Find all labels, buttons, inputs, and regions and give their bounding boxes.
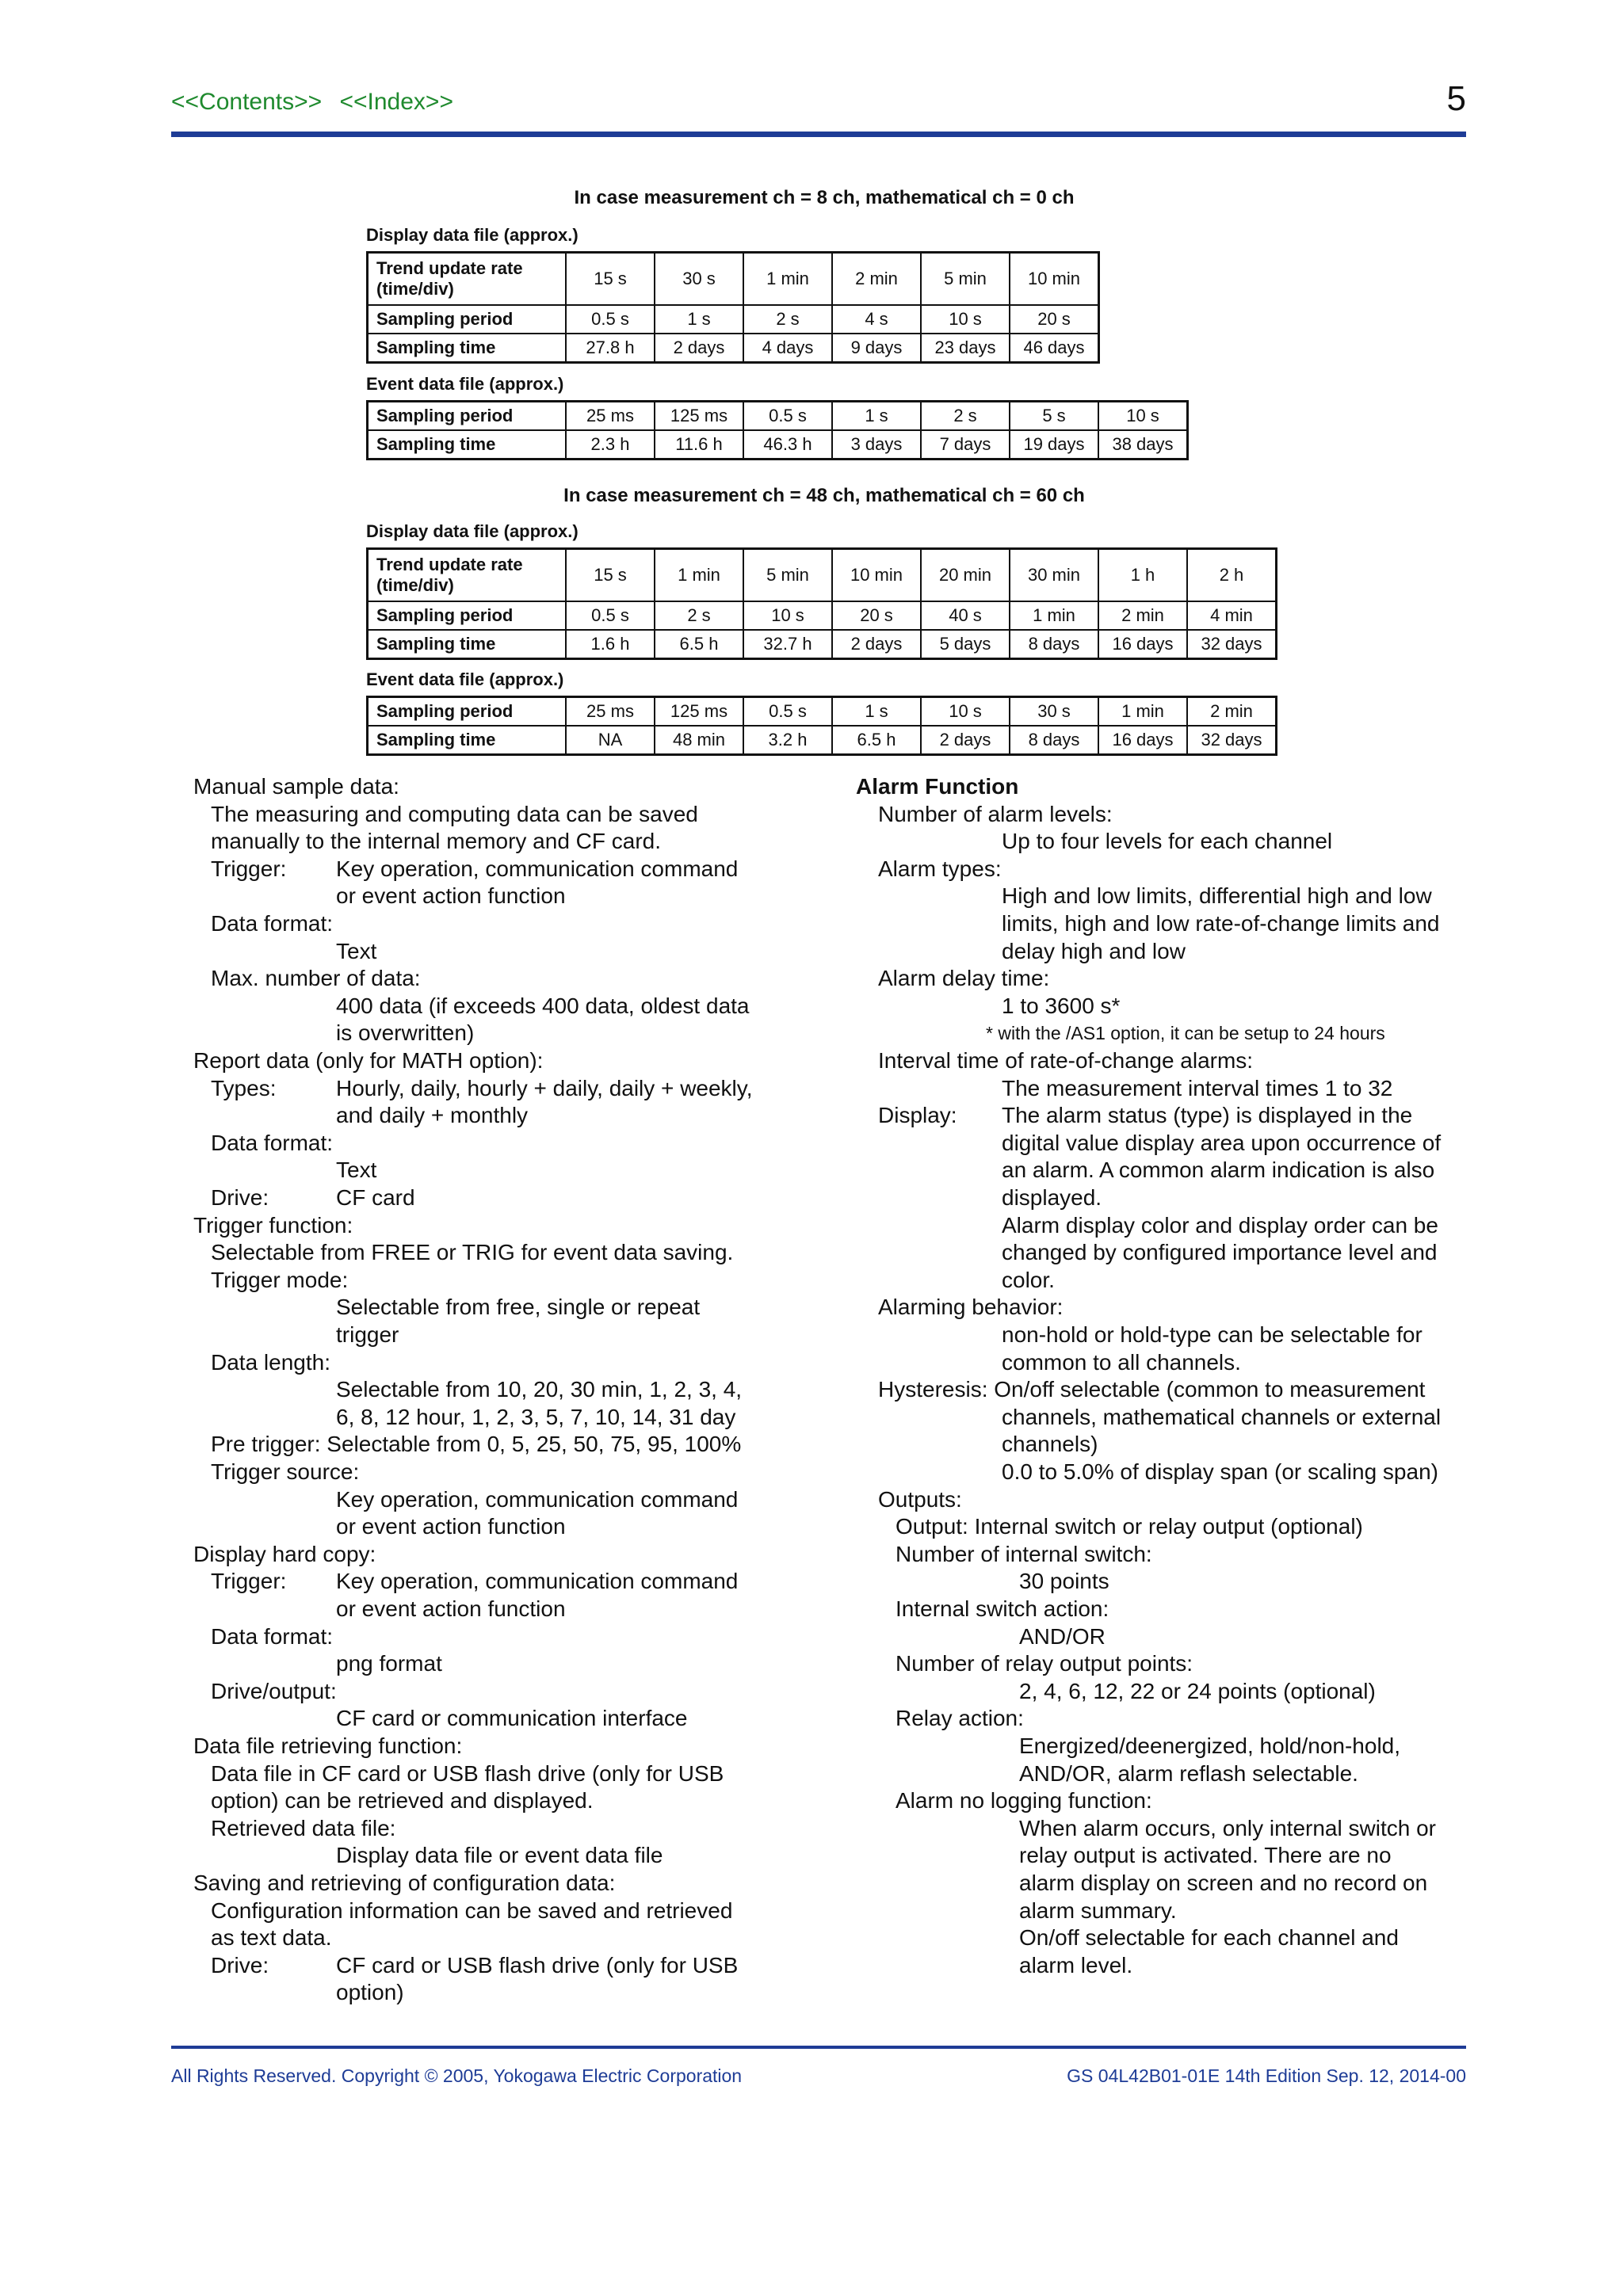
text-line: channels, mathematical channels or external <box>1002 1404 1442 1429</box>
text-line-value: Key operation, communication command <box>336 1569 739 1594</box>
text-line: Data format: <box>211 911 334 936</box>
text-line: AND/OR <box>1019 1623 1106 1649</box>
table-cell: 15 s <box>566 253 655 306</box>
text-line: changed by configured importance level and <box>1002 1240 1438 1265</box>
text-line: Text <box>336 938 377 963</box>
text-line: CF card or communication interface <box>336 1706 688 1731</box>
text-line: Manual sample data: <box>193 774 399 799</box>
table-cell: 5 s <box>1010 402 1098 431</box>
table-cell: 1 min <box>743 253 832 306</box>
table-cell: 16 days <box>1098 726 1187 755</box>
table-set-1-title: In case measurement ch = 8 ch, mathematical ch = 0 ch <box>574 187 1075 208</box>
table-cell: 7 days <box>921 430 1010 460</box>
text-line: delay high and low <box>1002 938 1186 963</box>
table-row <box>368 601 1277 630</box>
text-line: displayed. <box>1002 1185 1102 1210</box>
page-number: 5 <box>1446 79 1466 118</box>
table-cell: 6.5 h <box>832 726 921 755</box>
table-cell: 38 days <box>1098 430 1188 460</box>
text-line: Trigger mode: <box>211 1267 349 1292</box>
text-line: Selectable from free, single or repeat <box>336 1295 701 1320</box>
text-line: digital value display area upon occurrence of <box>1002 1130 1442 1155</box>
display-data-table-1 <box>366 251 1100 364</box>
footer-rule <box>171 2046 1466 2049</box>
text-line: or event action function <box>336 1514 566 1539</box>
table-cell: 2 days <box>921 726 1010 755</box>
table-set-2-display-label: Display data file (approx.) <box>366 521 579 541</box>
table-cell: 46.3 h <box>743 430 832 460</box>
table-cell: 1 s <box>832 697 921 727</box>
text-line: Alarm delay time: <box>878 966 1050 991</box>
table-cell: 1 s <box>832 402 921 431</box>
table-cell: 5 min <box>921 253 1010 306</box>
text-line: or event action function <box>336 1596 566 1621</box>
text-line: common to all channels. <box>1002 1349 1241 1375</box>
table-cell: 0.5 s <box>743 402 832 431</box>
table-cell: 20 s <box>832 601 921 630</box>
table-cell: 10 s <box>743 601 832 630</box>
table-cell: 40 s <box>921 601 1010 630</box>
table-cell: 1 min <box>655 549 743 602</box>
table-row <box>368 697 1277 727</box>
row-header: Trend update rate (time/div) <box>368 253 567 306</box>
table-row <box>368 305 1099 334</box>
table-row <box>368 726 1277 755</box>
table-cell: 2 min <box>832 253 921 306</box>
text-line: Data format: <box>211 1130 334 1155</box>
text-line: manually to the internal memory and CF card. <box>211 829 662 854</box>
row-header: Sampling time <box>368 726 567 755</box>
table-cell: 10 s <box>1098 402 1188 431</box>
table-set-2-event-label: Event data file (approx.) <box>366 669 564 689</box>
text-line: 1 to 3600 s* <box>1002 993 1121 1018</box>
header-links <box>171 89 464 116</box>
table-cell: 4 days <box>743 334 832 363</box>
text-line: Data file in CF card or USB flash drive (only for USB <box>211 1760 724 1786</box>
text-line: is overwritten) <box>336 1020 475 1046</box>
right-text-column <box>856 773 1482 2017</box>
table-cell: 5 min <box>743 549 832 602</box>
row-header: Sampling time <box>368 630 567 659</box>
event-data-table-2 <box>366 696 1277 756</box>
text-line: High and low limits, differential high and low <box>1002 883 1432 909</box>
text-line: option) <box>336 1980 404 2005</box>
text-line: Display: <box>878 1103 957 1128</box>
table-row <box>368 430 1188 460</box>
table-cell: 30 s <box>655 253 743 306</box>
text-line: Text <box>336 1158 377 1183</box>
table-cell: 23 days <box>921 334 1010 363</box>
text-line: Data file retrieving function: <box>193 1733 463 1758</box>
text-line: Relay action: <box>896 1706 1024 1731</box>
table-cell: 125 ms <box>655 402 743 431</box>
table-cell: 19 days <box>1010 430 1098 460</box>
row-header: Sampling period <box>368 697 567 727</box>
text-line: Pre trigger: Selectable from 0, 5, 25, 50, 75, 95, 100% <box>211 1432 742 1457</box>
table-cell: 0.5 s <box>743 697 832 727</box>
row-header: Sampling time <box>368 334 567 363</box>
text-line: Saving and retrieving of configuration data: <box>193 1871 616 1895</box>
table-cell: 27.8 h <box>566 334 655 363</box>
text-line: When alarm occurs, only internal switch or <box>1019 1815 1436 1840</box>
table-cell: 20 min <box>921 549 1010 602</box>
text-line: Drive/output: <box>211 1678 337 1703</box>
text-line: limits, high and low rate-of-change limits and <box>1002 911 1440 936</box>
text-line: Trigger function: <box>193 1212 353 1238</box>
text-line: Alarm Function <box>856 774 1019 799</box>
text-line-value: Key operation, communication command <box>336 856 739 881</box>
table-cell: 2 min <box>1187 697 1277 727</box>
table-cell: 8 days <box>1010 630 1098 659</box>
text-line: Data length: <box>211 1349 330 1375</box>
row-header: Sampling period <box>368 402 567 431</box>
table-cell: 3 days <box>832 430 921 460</box>
table-cell: 10 s <box>921 697 1010 727</box>
text-line: Alarm types: <box>878 856 1002 881</box>
table-cell: 125 ms <box>655 697 743 727</box>
table-set-1-event-label: Event data file (approx.) <box>366 374 564 394</box>
text-line: non-hold or hold-type can be selectable for <box>1002 1322 1423 1347</box>
text-line: Data format: <box>211 1623 334 1649</box>
table-cell: 16 days <box>1098 630 1187 659</box>
table-cell: 2 days <box>832 630 921 659</box>
text-line: AND/OR, alarm reflash selectable. <box>1019 1760 1358 1786</box>
text-line: Report data (only for MATH option): <box>193 1048 544 1073</box>
text-line: png format <box>336 1651 442 1676</box>
text-line: 30 points <box>1019 1569 1109 1594</box>
table-cell: 2 days <box>655 334 743 363</box>
table-cell: 32 days <box>1187 726 1277 755</box>
text-line-value: CF card <box>336 1185 415 1210</box>
text-line: Output: Internal switch or relay output (optional) <box>896 1514 1363 1539</box>
index-link[interactable]: <<Index>> <box>339 89 453 115</box>
text-line: Display hard copy: <box>193 1541 376 1566</box>
table-cell: 10 min <box>832 549 921 602</box>
table-cell: 4 s <box>832 305 921 334</box>
footer-copyright: All Rights Reserved. Copyright © 2005, Yokogawa Electric Corporation <box>171 2065 743 2086</box>
text-line-value: The alarm status (type) is displayed in the <box>1002 1103 1413 1128</box>
text-line: Drive: <box>211 1952 269 1978</box>
text-line: Selectable from FREE or TRIG for event data saving. <box>211 1240 734 1265</box>
text-line-value: Hourly, daily, hourly + daily, daily + weekly, <box>336 1075 753 1100</box>
text-line: Alarming behavior: <box>878 1295 1064 1320</box>
text-line: Trigger: <box>211 1569 287 1594</box>
text-line: * with the /AS1 option, it can be setup to 24 hours <box>986 1023 1385 1044</box>
footer-doc-id: GS 04L42B01-01E 14th Edition Sep. 12, 2014-00 <box>1067 2065 1466 2086</box>
table-cell: NA <box>566 726 655 755</box>
row-header: Trend update rate (time/div) <box>368 549 567 602</box>
table-cell: 10 min <box>1010 253 1099 306</box>
table-cell: 46 days <box>1010 334 1099 363</box>
text-line: Drive: <box>211 1185 269 1210</box>
table-row <box>368 402 1188 431</box>
page-header <box>171 79 1466 116</box>
table-cell: 32 days <box>1187 630 1277 659</box>
table-cell: 11.6 h <box>655 430 743 460</box>
text-line: 2, 4, 6, 12, 22 or 24 points (optional) <box>1019 1678 1376 1703</box>
table-cell: 0.5 s <box>566 305 655 334</box>
table-cell: 15 s <box>566 549 655 602</box>
table-cell: 30 s <box>1010 697 1098 727</box>
table-row <box>368 334 1099 363</box>
text-line: Trigger source: <box>211 1459 360 1484</box>
text-line: channels) <box>1002 1432 1098 1457</box>
text-line: The measuring and computing data can be saved <box>211 801 698 826</box>
table-cell: 4 min <box>1187 601 1277 630</box>
text-line: The measurement interval times 1 to 32 <box>1002 1075 1393 1100</box>
table-cell: 48 min <box>655 726 743 755</box>
table-cell: 30 min <box>1010 549 1098 602</box>
display-data-table-2 <box>366 547 1277 660</box>
text-line: as text data. <box>211 1925 332 1951</box>
header-rule <box>171 132 1466 137</box>
table-cell: 20 s <box>1010 305 1099 334</box>
text-line: 0.0 to 5.0% of display span (or scaling span) <box>1002 1459 1438 1484</box>
row-header: Sampling time <box>368 430 567 460</box>
row-header: Sampling period <box>368 601 567 630</box>
text-line: Trigger: <box>211 856 287 881</box>
text-line: Configuration information can be saved and retrieved <box>211 1897 733 1923</box>
text-line: On/off selectable for each channel and <box>1019 1925 1399 1951</box>
text-line: 6, 8, 12 hour, 1, 2, 3, 5, 7, 10, 14, 31 day <box>336 1404 736 1429</box>
text-line: Interval time of rate-of-change alarms: <box>878 1048 1254 1073</box>
table-set-2-title: In case measurement ch = 48 ch, mathematical ch = 60 ch <box>563 485 1085 506</box>
table-cell: 8 days <box>1010 726 1098 755</box>
text-line-value: CF card or USB flash drive (only for USB <box>336 1952 739 1978</box>
text-line: color. <box>1002 1267 1055 1292</box>
text-line: Display data file or event data file <box>336 1843 663 1868</box>
text-line: alarm summary. <box>1019 1897 1177 1923</box>
text-line: Outputs: <box>878 1486 962 1512</box>
text-line: Types: <box>211 1075 277 1100</box>
table-row <box>368 630 1277 659</box>
text-line: Max. number of data: <box>211 966 421 991</box>
text-line: Number of relay output points: <box>896 1651 1193 1676</box>
table-cell: 0.5 s <box>566 601 655 630</box>
text-line: or event action function <box>336 883 566 909</box>
table-cell: 2 s <box>655 601 743 630</box>
table-cell: 25 ms <box>566 697 655 727</box>
table-cell: 1 s <box>655 305 743 334</box>
text-line: Internal switch action: <box>896 1596 1109 1621</box>
table-set-1-display-label: Display data file (approx.) <box>366 225 579 245</box>
text-line: relay output is activated. There are no <box>1019 1843 1392 1868</box>
contents-link[interactable]: <<Contents>> <box>171 89 323 115</box>
table-cell: 32.7 h <box>743 630 832 659</box>
table-cell: 2 s <box>743 305 832 334</box>
text-line: Retrieved data file: <box>211 1815 396 1840</box>
text-line: and daily + monthly <box>336 1103 529 1128</box>
text-line: alarm level. <box>1019 1952 1133 1978</box>
text-line: option) can be retrieved and displayed. <box>211 1788 594 1814</box>
text-line: Key operation, communication command <box>336 1486 739 1512</box>
left-text-column <box>193 773 819 2017</box>
text-line: Up to four levels for each channel <box>1002 829 1333 854</box>
table-cell: 1 min <box>1010 601 1098 630</box>
text-line: 400 data (if exceeds 400 data, oldest data <box>336 993 750 1018</box>
text-line: Selectable from 10, 20, 30 min, 1, 2, 3, 4, <box>336 1377 743 1402</box>
event-data-table-1 <box>366 400 1189 460</box>
text-line: Number of alarm levels: <box>878 801 1113 826</box>
table-cell: 1 min <box>1098 697 1187 727</box>
table-cell: 2 min <box>1098 601 1187 630</box>
row-header: Sampling period <box>368 305 567 334</box>
table-cell: 2 h <box>1187 549 1277 602</box>
table-cell: 3.2 h <box>743 726 832 755</box>
table-cell: 5 days <box>921 630 1010 659</box>
text-line: Energized/deenergized, hold/non-hold, <box>1019 1733 1401 1758</box>
table-cell: 2 s <box>921 402 1010 431</box>
text-line: Number of internal switch: <box>896 1541 1152 1566</box>
table-row <box>368 549 1277 602</box>
text-line: Alarm no logging function: <box>896 1788 1152 1814</box>
text-line: Hysteresis: On/off selectable (common to measurement <box>878 1377 1426 1402</box>
table-cell: 1 h <box>1098 549 1187 602</box>
table-cell: 10 s <box>921 305 1010 334</box>
text-line: an alarm. A common alarm indication is also <box>1002 1158 1435 1183</box>
table-cell: 6.5 h <box>655 630 743 659</box>
table-cell: 2.3 h <box>566 430 655 460</box>
table-row <box>368 253 1099 306</box>
table-cell: 1.6 h <box>566 630 655 659</box>
text-line: Alarm display color and display order can be <box>1002 1212 1438 1238</box>
text-line: trigger <box>336 1322 399 1347</box>
table-cell: 9 days <box>832 334 921 363</box>
text-line: alarm display on screen and no record on <box>1019 1871 1428 1895</box>
table-cell: 25 ms <box>566 402 655 431</box>
